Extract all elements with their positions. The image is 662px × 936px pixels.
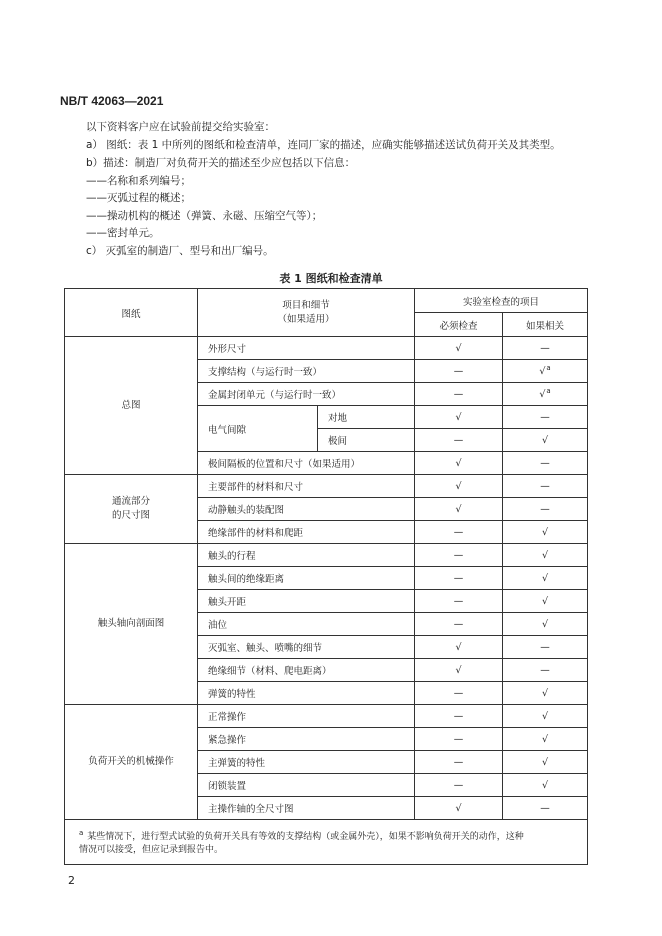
row-item: 闭锁装置 [198, 774, 415, 797]
row-must: — [415, 751, 503, 774]
row-item: 紧急操作 [198, 728, 415, 751]
row-sub-item: 极间 [318, 429, 415, 452]
row-must: — [415, 613, 503, 636]
group-conducting [65, 475, 198, 544]
row-item: 电气间隙 [198, 406, 318, 452]
intro-line: ——密封单元。 [86, 227, 160, 239]
row-relevant: — [503, 636, 588, 659]
header-lab-check: 实验室检查的项目 [415, 289, 588, 313]
intro-line: ——操动机构的概述（弹簧、永磁、压缩空气等）； [86, 210, 323, 222]
row-item: 动静触头的装配图 [198, 498, 415, 521]
row-must: √ [415, 797, 503, 820]
footnote-mark: a [79, 829, 84, 837]
row-relevant-cell [503, 360, 588, 383]
row-must: — [415, 383, 503, 406]
row-relevant: √ [503, 544, 588, 567]
row-item: 支撑结构（与运行时一致） [198, 360, 415, 383]
row-item: 正常操作 [198, 705, 415, 728]
row-item: 金属封闭单元（与运行时一致） [198, 383, 415, 406]
header-item [198, 289, 415, 337]
row-must: — [415, 728, 503, 751]
footnote-ref: a [546, 364, 551, 373]
row-item: 外形尺寸 [198, 337, 415, 360]
row-must: — [415, 705, 503, 728]
intro-line: a） 图纸：表 1 中所列的图纸和检查清单，连同厂家的描述，应确实能够描述送试负荷开关及其类型。 [86, 139, 561, 151]
row-item: 主弹簧的特性 [198, 751, 415, 774]
row-sub-item: 对地 [318, 406, 415, 429]
row-must: √ [415, 498, 503, 521]
row-item: 触头开距 [198, 590, 415, 613]
row-relevant: √ [503, 682, 588, 705]
row-relevant-cell [503, 383, 588, 406]
row-relevant: √ [539, 389, 546, 401]
row-relevant: — [503, 337, 588, 360]
row-must: √ [415, 452, 503, 475]
table-footnote [65, 820, 588, 865]
row-relevant: √ [503, 613, 588, 636]
header-item-line2: （如果适用） [277, 313, 335, 325]
group-contact: 触头轴向剖面图 [65, 544, 198, 705]
row-relevant: — [503, 406, 588, 429]
row-must: — [415, 544, 503, 567]
row-item: 主操作轴的全尺寸图 [198, 797, 415, 820]
intro-line: ——灭弧过程的概述； [86, 192, 191, 204]
footnote-line2: 情况可以接受，但应记录到报告中。 [79, 845, 224, 855]
row-relevant: — [503, 659, 588, 682]
row-relevant: √ [503, 567, 588, 590]
table-title: 表 1 图纸和检查清单 [279, 272, 383, 285]
row-must: — [415, 774, 503, 797]
row-relevant: — [503, 797, 588, 820]
row-item: 极间隔板的位置和尺寸（如果适用） [198, 452, 415, 475]
group-general: 总图 [65, 337, 198, 475]
row-must: — [415, 521, 503, 544]
row-item: 弹簧的特性 [198, 682, 415, 705]
row-must: — [415, 590, 503, 613]
row-must: √ [415, 406, 503, 429]
intro-line: c） 灭弧室的制造厂、型号和出厂编号。 [86, 245, 274, 257]
row-relevant: √ [539, 366, 546, 378]
row-relevant: — [503, 475, 588, 498]
row-relevant: √ [503, 590, 588, 613]
row-item: 主要部件的材料和尺寸 [198, 475, 415, 498]
row-must: — [415, 567, 503, 590]
row-relevant: √ [503, 751, 588, 774]
group-mechanism: 负荷开关的机械操作 [65, 705, 198, 820]
row-relevant: √ [503, 429, 588, 452]
footnote-text: 某些情况下，进行型式试验的负荷开关具有等效的支撑结构（或金属外壳），如果不影响负荷开关的动作，这种 [87, 832, 524, 842]
row-must: — [415, 360, 503, 383]
intro-line: ——名称和系列编号； [86, 175, 191, 187]
row-must: √ [415, 659, 503, 682]
row-must: √ [415, 636, 503, 659]
intro-line: b）描述：制造厂对负荷开关的描述至少应包括以下信息： [86, 157, 356, 169]
row-item: 触头间的绝缘距离 [198, 567, 415, 590]
row-relevant: √ [503, 521, 588, 544]
footnote-ref: a [546, 387, 551, 396]
footnote-line1 [79, 827, 579, 844]
page-number: 2 [68, 874, 75, 887]
checklist-table [64, 288, 588, 865]
group-conducting-line2: 的尺寸图 [111, 510, 150, 521]
row-relevant: √ [503, 774, 588, 797]
row-item: 绝缘细节（材料、爬电距离） [198, 659, 415, 682]
row-item: 触头的行程 [198, 544, 415, 567]
header-if-relevant: 如果相关 [503, 313, 588, 337]
row-item: 油位 [198, 613, 415, 636]
header-item-line1: 项目和细节 [282, 299, 330, 311]
row-must: — [415, 429, 503, 452]
group-conducting-line1: 通流部分 [111, 496, 150, 507]
row-relevant: — [503, 452, 588, 475]
row-item: 绝缘部件的材料和爬距 [198, 521, 415, 544]
row-must: — [415, 682, 503, 705]
row-relevant: √ [503, 705, 588, 728]
row-item: 灭弧室、触头、喷嘴的细节 [198, 636, 415, 659]
header-drawing: 图纸 [65, 289, 198, 337]
standard-code: NB/T 42063—2021 [60, 94, 164, 108]
intro-line: 以下资料客户应在试验前提交给实验室： [86, 121, 275, 133]
row-must: √ [415, 475, 503, 498]
row-relevant: √ [503, 728, 588, 751]
header-must-check: 必须检查 [415, 313, 503, 337]
row-must: √ [415, 337, 503, 360]
row-relevant: — [503, 498, 588, 521]
